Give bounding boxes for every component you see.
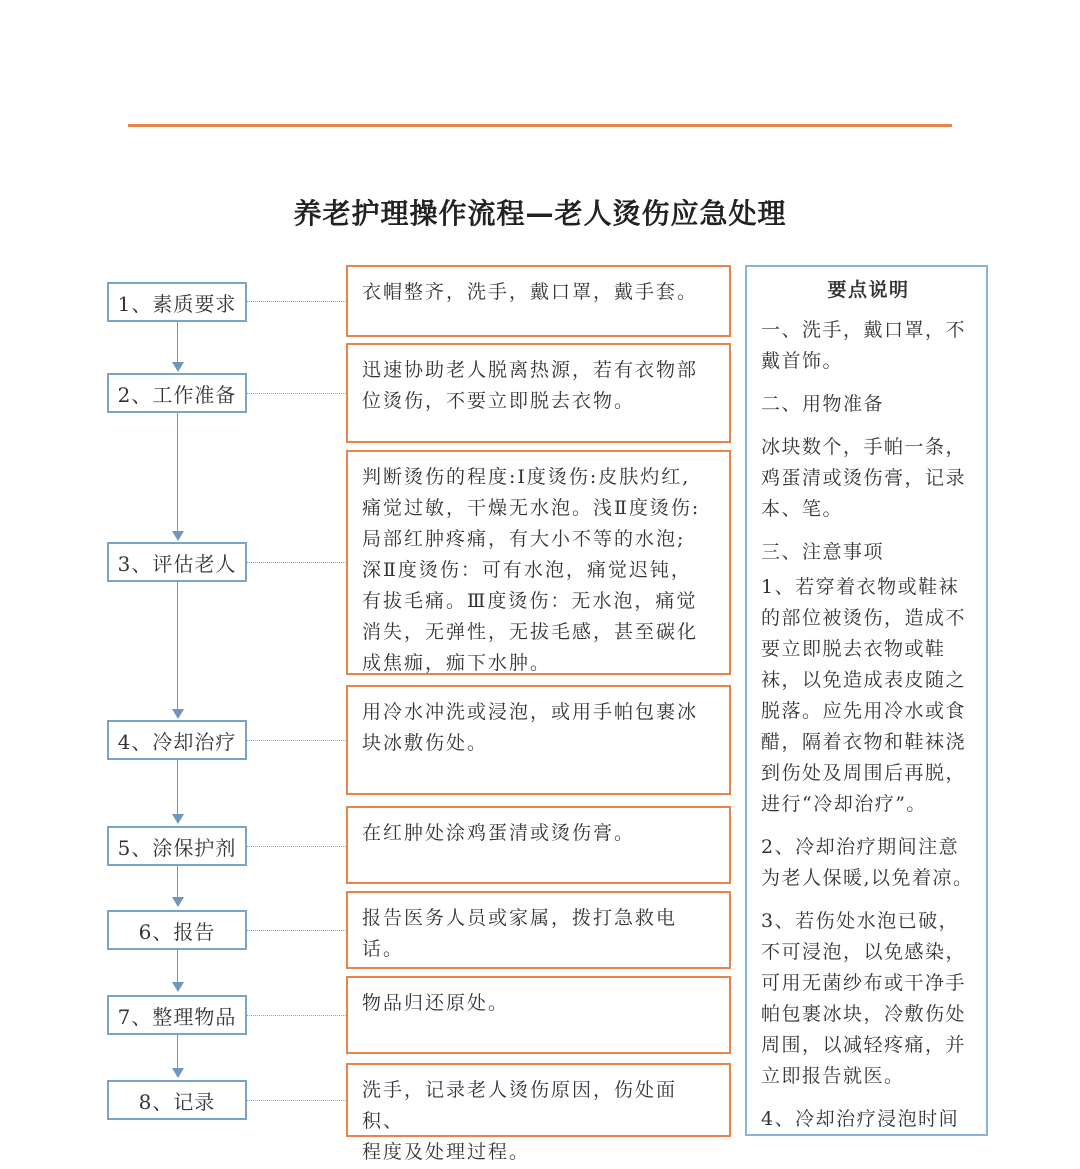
dotted-connector bbox=[247, 562, 346, 563]
step-box-6: 6、报告 bbox=[107, 910, 247, 950]
description-line: 深Ⅱ度烫伤：可有水泡，痛觉迟钝， bbox=[362, 559, 692, 581]
key-point-text: 1、若穿着衣物或鞋袜的部位被烫伤，造成不要立即脱去衣物或鞋袜，以免造成表皮随之脱落。应先用冷水或食醋，隔着衣物和鞋袜浇到伤处及周围后再脱，进行“冷却治疗”。 bbox=[761, 576, 967, 815]
description-line: 在红肿处涂鸡蛋清或烫伤膏。 bbox=[362, 822, 636, 844]
dotted-connector bbox=[247, 846, 346, 847]
arrow-down-icon bbox=[172, 814, 184, 824]
step-description-2 bbox=[346, 343, 731, 443]
step-box-2: 2、工作准备 bbox=[107, 373, 247, 413]
description-line: 有拔毛痛。Ⅲ度烫伤：无水泡，痛觉 bbox=[362, 590, 698, 612]
arrow-down-icon bbox=[172, 897, 184, 907]
description-line: 判断烫伤的程度:Ⅰ度烫伤:皮肤灼红, bbox=[362, 466, 691, 488]
description-line: 块冰敷伤处。 bbox=[362, 732, 489, 754]
dotted-connector bbox=[247, 301, 346, 302]
step-description-8 bbox=[346, 1063, 731, 1163]
key-point-text: 一、洗手，戴口罩，不戴首饰。 bbox=[761, 319, 967, 372]
key-points-panel bbox=[745, 265, 988, 1136]
step-box-3: 3、评估老人 bbox=[107, 542, 247, 582]
description-line: 物品归还原处。 bbox=[362, 992, 510, 1014]
header-rule bbox=[128, 124, 952, 127]
key-point-text: 三、注意事项 bbox=[761, 541, 885, 563]
description-line: 衣帽整齐，洗手，戴口罩，戴手套。 bbox=[362, 281, 699, 303]
flow-connector bbox=[177, 1035, 178, 1068]
description-line: 洗手，记录老人烫伤原因，伤处面积、 bbox=[362, 1079, 678, 1132]
step-box-4: 4、冷却治疗 bbox=[107, 720, 247, 760]
flow-connector bbox=[177, 413, 178, 531]
arrow-down-icon bbox=[172, 1068, 184, 1078]
arrow-down-icon bbox=[172, 982, 184, 992]
arrow-down-icon bbox=[172, 362, 184, 372]
key-point-text: 3、若伤处水泡已破，不可浸泡，以免感染，可用无菌纱布或干净手帕包裹冰块，冷敷伤处周围，以减轻疼痛，并立即报告就医。 bbox=[761, 910, 967, 1087]
step-description-7 bbox=[346, 976, 731, 1054]
key-point-text: 4、冷却治疗浸泡时间 bbox=[761, 1108, 960, 1130]
description-line: 痛觉过敏，干燥无水泡。浅Ⅱ度烫伤: bbox=[362, 497, 701, 519]
arrow-down-icon bbox=[172, 709, 184, 719]
description-line: 局部红肿疼痛，有大小不等的水泡; bbox=[362, 528, 686, 550]
step-box-1: 1、素质要求 bbox=[107, 282, 247, 322]
step-description-1 bbox=[346, 265, 731, 337]
step-description-3 bbox=[346, 450, 731, 675]
flow-connector bbox=[177, 322, 178, 362]
key-point-text: 2、冷却治疗期间注意为老人保暖,以免着凉。 bbox=[761, 836, 974, 889]
description-line: 程度及处理过程。 bbox=[362, 1141, 531, 1163]
key-point-text: 冰块数个，手帕一条，鸡蛋清或烫伤膏，记录本、笔。 bbox=[761, 436, 967, 520]
flow-connector bbox=[177, 760, 178, 814]
description-line: 报告医务人员或家属，拨打急救电话。 bbox=[362, 907, 678, 960]
flow-connector bbox=[177, 866, 178, 897]
dotted-connector bbox=[247, 393, 346, 394]
description-line: 位烫伤，不要立即脱去衣物。 bbox=[362, 390, 636, 412]
page-title: 养老护理操作流程—老人烫伤应急处理 bbox=[293, 197, 787, 230]
arrow-down-icon bbox=[172, 531, 184, 541]
step-box-7: 7、整理物品 bbox=[107, 995, 247, 1035]
dotted-connector bbox=[247, 1015, 346, 1016]
description-line: 成焦痂，痂下水肿。 bbox=[362, 652, 552, 674]
description-line: 用冷水冲洗或浸泡，或用手帕包裹冰 bbox=[362, 701, 699, 723]
step-description-6 bbox=[346, 891, 731, 969]
dotted-connector bbox=[247, 1100, 346, 1101]
description-line: 迅速协助老人脱离热源，若有衣物部 bbox=[362, 359, 699, 381]
step-box-5: 5、涂保护剂 bbox=[107, 826, 247, 866]
dotted-connector bbox=[247, 930, 346, 931]
step-description-4 bbox=[346, 685, 731, 795]
description-line: 消失，无弹性，无拔毛感，甚至碳化 bbox=[362, 621, 699, 643]
flow-connector bbox=[177, 950, 178, 982]
step-box-8: 8、记录 bbox=[107, 1080, 247, 1120]
key-points-heading: 要点说明 bbox=[827, 279, 910, 301]
step-description-5 bbox=[346, 806, 731, 884]
dotted-connector bbox=[247, 740, 346, 741]
key-point-text: 二、用物准备 bbox=[761, 393, 885, 415]
flow-connector bbox=[177, 582, 178, 709]
